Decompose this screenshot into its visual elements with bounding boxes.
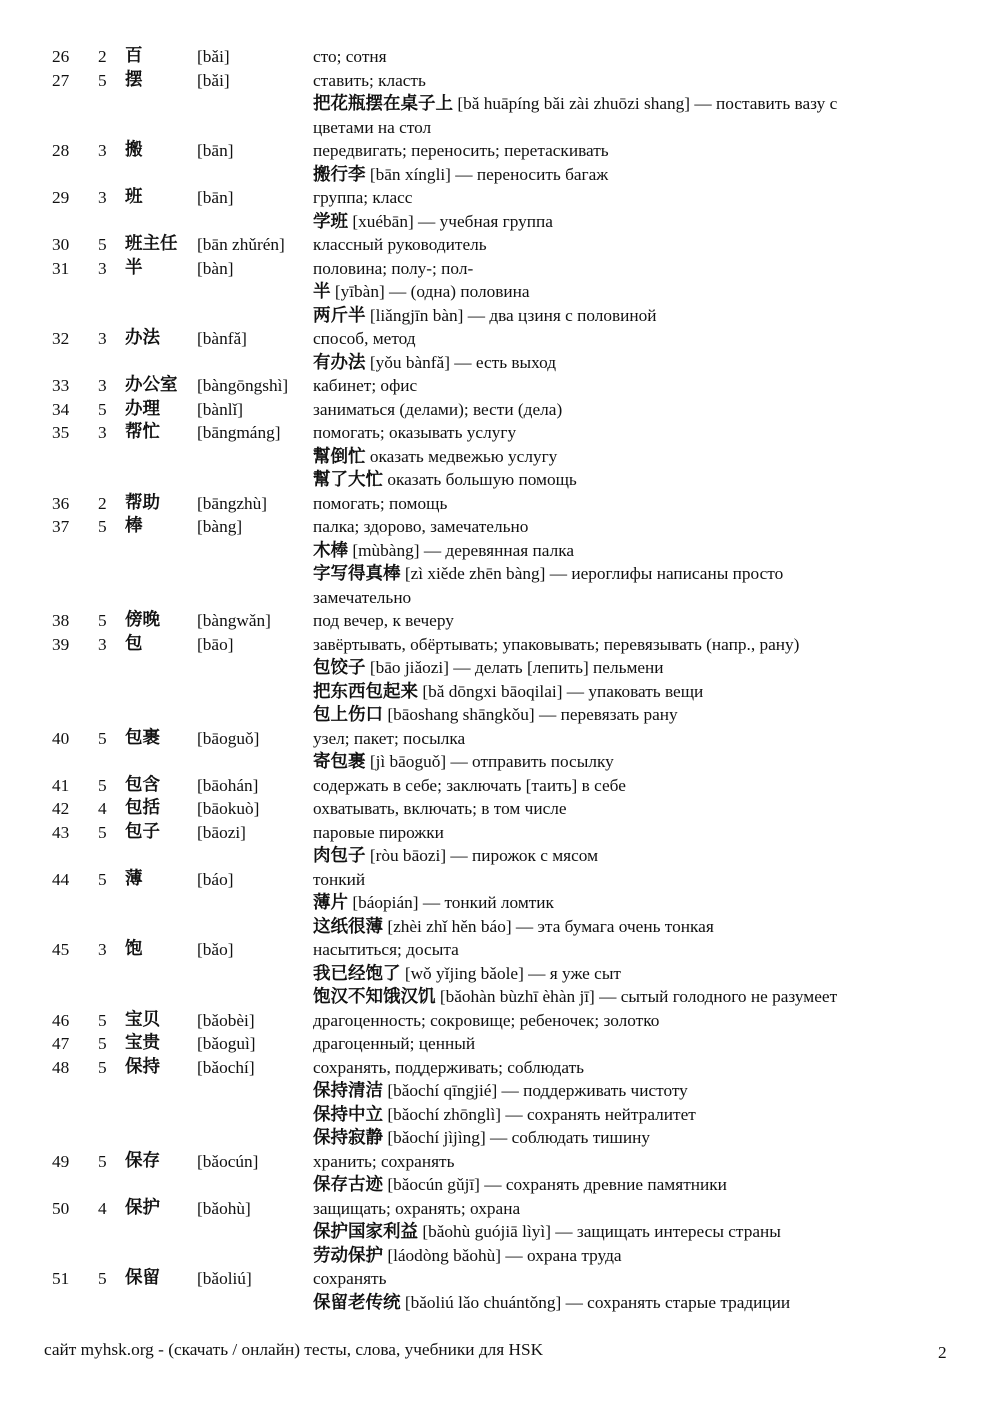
page-number: 2 <box>938 1343 947 1362</box>
entry-translation: половина; полу-; пол- <box>313 258 474 278</box>
entry-translation: содержать в себе; заключать [таить] в себе <box>313 775 626 795</box>
entry-translation: заниматься (делами); вести (дела) <box>313 399 563 419</box>
example-line <box>313 1126 650 1149</box>
entry-pinyin: [bāoguǒ] <box>197 728 260 748</box>
example-line <box>313 985 837 1008</box>
entry-translation: ставить; класть <box>313 70 426 90</box>
example-line <box>313 915 714 938</box>
entry-pinyin: [bāozi] <box>197 822 246 842</box>
example-text: [bǎohàn bùzhī èhàn jī] — сытый голодного не разумеет <box>435 987 838 1006</box>
entry-level: 5 <box>98 235 107 254</box>
entry-hanzi: 棒 <box>125 516 143 536</box>
entry-level: 5 <box>98 1269 107 1288</box>
example-line <box>313 351 556 374</box>
entry-level: 5 <box>98 728 107 748</box>
example-text: [zì xiěde zhēn bàng] — иероглифы написаны просто <box>400 564 784 583</box>
entry-hanzi: 办理 <box>125 398 160 419</box>
example-line <box>313 586 411 609</box>
example-chinese: 保持清洁 <box>313 1081 383 1101</box>
entry-pinyin: [bànfǎ] <box>197 329 247 348</box>
example-text: оказать большую помощь <box>383 470 577 489</box>
entry-number: 31 <box>52 258 70 278</box>
entry-hanzi: 班主任 <box>125 234 178 254</box>
entry-hanzi: 半 <box>125 257 143 278</box>
entry-pinyin: [bǎoliú] <box>197 1269 252 1288</box>
example-chinese: 保留老传统 <box>313 1292 401 1313</box>
entry-number: 37 <box>52 517 70 536</box>
entry-number: 49 <box>52 1151 70 1171</box>
example-chinese: 学班 <box>313 211 348 232</box>
example-line <box>313 280 530 303</box>
entry-number: 46 <box>52 1010 70 1030</box>
entry-number: 51 <box>52 1269 70 1288</box>
entry-translation: передвигать; переносить; перетаскивать <box>313 141 609 160</box>
example-text: [yībàn] — (одна) половина <box>330 282 530 301</box>
entry-hanzi: 班 <box>125 187 143 207</box>
example-text: [mùbàng] — деревянная палка <box>348 540 575 560</box>
example-text: [bǎohù guójiā lìyì] — защищать интересы страны <box>418 1222 781 1241</box>
example-line <box>313 562 783 585</box>
entry-translation: хранить; сохранять <box>313 1151 455 1171</box>
entry-level: 5 <box>98 1151 107 1171</box>
example-text: [zhèi zhǐ hěn báo] — эта бумага очень тонкая <box>383 916 714 936</box>
entry-level: 5 <box>98 775 107 795</box>
example-text: [bāo jiǎozi] — делать [лепить] пельмени <box>365 658 664 677</box>
example-line <box>313 1220 781 1243</box>
entry-level: 3 <box>98 141 107 160</box>
example-chinese: 保护国家利益 <box>313 1222 418 1242</box>
entry-hanzi: 保护 <box>125 1197 160 1218</box>
example-chinese: 幫了大忙 <box>313 470 383 490</box>
example-line <box>313 703 678 726</box>
entry-number: 44 <box>52 869 70 889</box>
entry-translation: насытиться; досыта <box>313 940 459 959</box>
entry-translation: классный руководитель <box>313 235 487 254</box>
example-chinese: 幫倒忙 <box>313 446 366 467</box>
entry-hanzi: 百 <box>125 46 143 66</box>
example-chinese: 这纸很薄 <box>313 916 383 937</box>
example-line <box>313 750 614 773</box>
entry-number: 38 <box>52 611 70 630</box>
example-text: [bǎoliú lǎo chuántǒng] — сохранять старые традиции <box>400 1292 791 1312</box>
example-chinese: 搬行李 <box>313 164 366 185</box>
entry-level: 4 <box>98 1198 107 1218</box>
entry-hanzi: 宝贵 <box>125 1033 160 1053</box>
entry-hanzi: 傍晚 <box>125 610 160 630</box>
example-line <box>313 468 577 491</box>
example-chinese: 劳动保护 <box>313 1245 383 1266</box>
entry-pinyin: [bǎi] <box>197 47 230 66</box>
entry-hanzi: 保存 <box>125 1150 160 1171</box>
example-line <box>313 1173 727 1196</box>
example-chinese: 肉包子 <box>313 846 366 866</box>
entry-level: 5 <box>98 822 107 842</box>
example-line <box>313 539 574 562</box>
entry-level: 3 <box>98 634 107 654</box>
example-line <box>313 163 608 186</box>
example-line <box>313 445 557 468</box>
entry-pinyin: [bāo] <box>197 634 234 654</box>
entry-translation: тонкий <box>313 869 366 889</box>
entry-translation: сохранять <box>313 1269 387 1288</box>
entry-translation: сохранять, поддерживать; соблюдать <box>313 1057 585 1077</box>
entry-translation: способ, метод <box>313 329 416 348</box>
entry-number: 33 <box>52 376 70 395</box>
entry-number: 41 <box>52 775 70 795</box>
entry-hanzi: 薄 <box>125 868 143 889</box>
example-text: оказать медвежью услугу <box>365 446 558 466</box>
entry-number: 26 <box>52 47 70 66</box>
entry-translation: группа; класс <box>313 188 413 207</box>
entry-number: 34 <box>52 399 70 419</box>
example-text: [bǎochí jìjìng] — соблюдать тишину <box>383 1128 650 1147</box>
entry-number: 36 <box>52 493 70 513</box>
entry-number: 27 <box>52 70 70 90</box>
entry-number: 45 <box>52 940 70 959</box>
example-line <box>313 1079 688 1102</box>
entry-hanzi: 包括 <box>125 798 160 818</box>
entry-level: 3 <box>98 188 107 207</box>
entry-pinyin: [bàng] <box>197 517 243 536</box>
example-chinese: 保存古迹 <box>313 1175 383 1195</box>
entry-pinyin: [bǎohù] <box>197 1198 251 1218</box>
example-chinese: 薄片 <box>313 893 348 913</box>
entry-translation: под вечер, к вечеру <box>313 611 454 630</box>
entry-number: 35 <box>52 423 70 442</box>
entry-hanzi: 帮忙 <box>125 422 160 442</box>
example-line <box>313 844 598 867</box>
entry-level: 3 <box>98 329 107 348</box>
entry-level: 3 <box>98 940 107 959</box>
entry-hanzi: 包裹 <box>125 727 160 748</box>
entry-translation: кабинет; офис <box>313 376 418 395</box>
entry-number: 50 <box>52 1198 70 1218</box>
example-chinese: 半 <box>313 282 331 302</box>
entry-pinyin: [bāngzhù] <box>197 493 268 513</box>
entry-pinyin: [bǎochí] <box>197 1057 255 1077</box>
entry-translation: драгоценность; сокровище; ребеночек; золотко <box>313 1010 660 1030</box>
example-line <box>313 656 664 679</box>
entry-level: 5 <box>98 517 107 536</box>
example-text: [bǎ huāpíng bǎi zài zhuōzi shang] — поставить вазу с <box>453 94 838 113</box>
entry-hanzi: 办法 <box>125 328 160 348</box>
entry-translation: помогать; помощь <box>313 493 448 513</box>
entry-level: 2 <box>98 493 107 513</box>
example-text: [bǎochí qīngjié] — поддерживать чистоту <box>383 1081 688 1100</box>
example-text: цветами на стол <box>313 117 432 137</box>
entry-pinyin: [bǎi] <box>197 70 230 90</box>
entry-level: 3 <box>98 423 107 442</box>
entry-number: 32 <box>52 329 70 348</box>
entry-hanzi: 搬 <box>125 140 143 160</box>
example-chinese: 包饺子 <box>313 658 366 678</box>
entry-number: 30 <box>52 235 70 254</box>
entry-number: 28 <box>52 141 70 160</box>
footer-text: сайт myhsk.org - (скачать / онлайн) тесты, слова, учебники для HSK <box>44 1340 544 1359</box>
entry-level: 5 <box>98 1034 107 1053</box>
entry-translation: драгоценный; ценный <box>313 1034 476 1053</box>
example-chinese: 保持寂静 <box>313 1128 383 1148</box>
entry-pinyin: [bān] <box>197 141 234 160</box>
example-chinese: 有办法 <box>313 352 366 373</box>
entry-pinyin: [bān] <box>197 188 234 207</box>
entry-pinyin: [bān zhǔrén] <box>197 235 285 254</box>
entry-hanzi: 包含 <box>125 774 160 795</box>
entry-number: 29 <box>52 188 70 207</box>
entry-level: 3 <box>98 258 107 278</box>
example-text: [bǎ dōngxi bāoqilai] — упаковать вещи <box>418 681 704 701</box>
example-chinese: 我已经饱了 <box>313 963 401 984</box>
entry-pinyin: [bǎoguì] <box>197 1034 256 1053</box>
entry-pinyin: [bǎobèi] <box>197 1010 255 1030</box>
entry-translation: помогать; оказывать услугу <box>313 423 517 442</box>
example-text: [yǒu bànfǎ] — есть выход <box>365 352 557 372</box>
entry-hanzi: 保留 <box>125 1268 160 1288</box>
example-text: [bǎochí zhōnglì] — сохранять нейтралитет <box>383 1104 696 1124</box>
entry-hanzi: 帮助 <box>125 492 160 513</box>
entry-pinyin: [bàn] <box>197 258 234 278</box>
entry-translation: палка; здорово, замечательно <box>313 517 529 536</box>
entry-pinyin: [bāokuò] <box>197 799 260 818</box>
entry-hanzi: 包子 <box>125 821 160 842</box>
entry-hanzi: 保持 <box>125 1056 160 1077</box>
example-line <box>313 1291 790 1314</box>
example-text: [wǒ yǐjing bǎole] — я уже сыт <box>400 963 621 983</box>
entry-hanzi: 摆 <box>125 69 143 90</box>
example-text: [láodòng bǎohù] — охрана труда <box>383 1245 622 1265</box>
entry-level: 5 <box>98 399 107 419</box>
example-text: [bǎocún gǔjī] — сохранять древние памятники <box>383 1175 727 1194</box>
example-text: [bāoshang shāngkǒu] — перевязать рану <box>383 705 678 724</box>
example-line <box>313 680 703 703</box>
entry-translation: узел; пакет; посылка <box>313 728 466 748</box>
entry-pinyin: [báo] <box>197 869 234 889</box>
example-chinese: 把东西包起来 <box>313 681 418 702</box>
entry-level: 2 <box>98 47 107 66</box>
example-text: [xuébān] — учебная группа <box>348 211 553 231</box>
entry-level: 5 <box>98 869 107 889</box>
example-chinese: 把花瓶摆在桌子上 <box>313 94 453 114</box>
example-line <box>313 1244 622 1267</box>
entry-hanzi: 包 <box>125 633 143 654</box>
example-line <box>313 116 431 139</box>
example-chinese: 饱汉不知饿汉饥 <box>313 987 436 1007</box>
example-line <box>313 92 837 115</box>
entry-translation: защищать; охранять; охрана <box>313 1198 521 1218</box>
example-chinese: 两斤半 <box>313 305 366 326</box>
entry-pinyin: [bànlǐ] <box>197 399 244 419</box>
example-line <box>313 304 657 327</box>
example-text: [ròu bāozi] — пирожок с мясом <box>365 846 599 865</box>
entry-number: 48 <box>52 1057 70 1077</box>
example-line <box>313 1103 696 1126</box>
example-text: [jì bāoguǒ] — отправить посылку <box>365 752 614 771</box>
example-chinese: 寄包裹 <box>313 752 366 772</box>
entry-number: 40 <box>52 728 70 748</box>
example-chinese: 包上伤口 <box>313 705 383 725</box>
entry-translation: сто; сотня <box>313 47 387 66</box>
entry-pinyin: [bǎo] <box>197 940 234 959</box>
entry-hanzi: 办公室 <box>125 375 178 395</box>
example-line <box>313 891 554 914</box>
entry-level: 5 <box>98 1010 107 1030</box>
example-text: [bān xíngli] — переносить багаж <box>365 164 609 184</box>
entry-translation: завёртывать, обёртывать; упаковывать; перевязывать (напр., рану) <box>313 634 800 654</box>
entry-number: 43 <box>52 822 70 842</box>
entry-pinyin: [bāngmáng] <box>197 423 281 442</box>
entry-level: 3 <box>98 376 107 395</box>
example-chinese: 字写得真棒 <box>313 564 401 584</box>
entry-hanzi: 宝贝 <box>125 1009 160 1030</box>
entry-level: 5 <box>98 1057 107 1077</box>
entry-level: 5 <box>98 70 107 90</box>
entry-pinyin: [bāohán] <box>197 775 259 795</box>
example-chinese: 木棒 <box>313 540 348 561</box>
entry-pinyin: [bàngōngshì] <box>197 376 289 395</box>
entry-number: 47 <box>52 1034 70 1053</box>
example-line <box>313 210 553 233</box>
example-chinese: 保持中立 <box>313 1104 383 1125</box>
entry-level: 5 <box>98 611 107 630</box>
entry-number: 42 <box>52 799 70 818</box>
example-text: [báopián] — тонкий ломтик <box>348 893 554 912</box>
entry-pinyin: [bǎocún] <box>197 1151 259 1171</box>
entry-number: 39 <box>52 634 70 654</box>
entry-pinyin: [bàngwǎn] <box>197 611 271 630</box>
entry-level: 4 <box>98 799 107 818</box>
entry-hanzi: 饱 <box>125 939 143 959</box>
example-text: замечательно <box>313 587 412 607</box>
entry-translation: паровые пирожки <box>313 822 444 842</box>
entry-translation: охватывать, включать; в том числе <box>313 799 567 818</box>
example-line <box>313 962 621 985</box>
example-text: [liǎngjīn bàn] — два цзиня с половиной <box>365 305 657 325</box>
